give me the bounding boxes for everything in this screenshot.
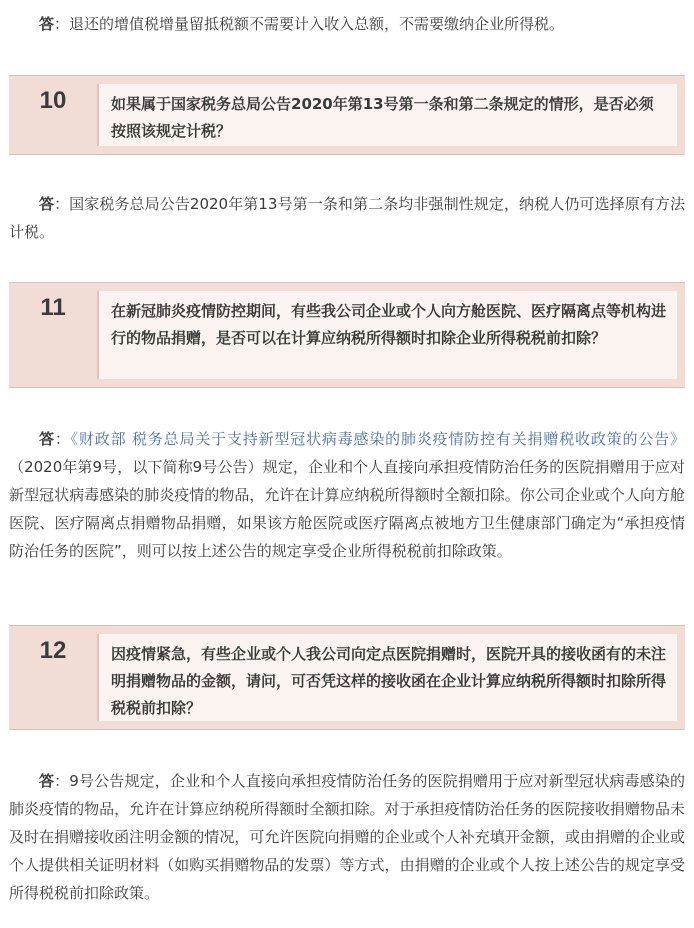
question-12-number: 12 — [39, 637, 67, 664]
question-12-box — [9, 625, 685, 730]
question-11-number: 11 — [40, 294, 66, 321]
question-11-box — [9, 282, 685, 388]
answer-9 — [9, 10, 685, 38]
answer-12-text: ：9号公告规定，企业和个人直接向承担疫情防治任务的医院捐赠用于应对新型冠状病毒感染的肺炎疫情的物品，允许在计算应纳税所得额时全额扣除。对于承担疫情防治任务的医院接收捐赠物品未及时在捐赠接收函注明金额的情况，可允许医院向捐赠的企业或个人补充填开金额，或由捐赠的企业或个人提供相关证明材料（如购买捐赠物品的发票）等方式，由捐赠的企业或个人按上述公告的规定享受所得税税前扣除政策。 — [9, 772, 685, 902]
answer-10 — [9, 190, 685, 246]
answer-label: 答 — [39, 430, 55, 448]
question-10-text: 如果属于国家税务总局公告2020年第13号第一条和第二条规定的情形，是否必须按照该规定计税？ — [97, 84, 677, 146]
answer-11-text: （2020年第9号，以下简称9号公告）规定，企业和个人直接向承担疫情防治任务的医院捐赠用于应对新型冠状病毒感染的肺炎疫情的物品，允许在计算应纳税所得额时全额扣除。你公司企业或个人向方舱医院、医疗隔离点捐赠物品捐赠，如果该方舱医院或医疗隔离点被地方卫生健康部门确定为“承担疫情防治任务的医院”，则可以按上述公告的规定享受企业所得税税前扣除政策。 — [9, 458, 685, 560]
answer-12 — [9, 767, 685, 907]
answer-label: 答 — [39, 15, 55, 33]
answer-label: 答 — [39, 195, 55, 213]
question-10-number: 10 — [39, 87, 67, 114]
answer-9-text: ：退还的增值税增量留抵税额不需要计入收入总额，不需要缴纳企业所得税。 — [54, 15, 565, 33]
answer-label: 答 — [39, 772, 55, 790]
answer-11 — [9, 425, 685, 565]
answer-10-text: ：国家税务总局公告2020年第13号第一条和第二条均非强制性规定，纳税人仍可选择原有方法计税。 — [9, 195, 685, 241]
question-12-text: 因疫情紧急，有些企业或个人我公司向定点医院捐赠时，医院开具的接收函有的未注明捐赠物品的金额，请问，可否凭这样的接收函在企业计算应纳税所得额时扣除所得税税前扣除？ — [97, 634, 677, 721]
policy-link[interactable]: 《财政部 税务总局关于支持新型冠状病毒感染的肺炎疫情防控有关捐赠税收政策的公告》 — [70, 430, 685, 448]
question-10-box — [9, 75, 685, 155]
answer-11-prefix: ： — [54, 430, 71, 448]
question-11-text: 在新冠肺炎疫情防控期间，有些我公司企业或个人向方舱医院、医疗隔离点等机构进行的物品捐赠，是否可以在计算应纳税所得额时扣除企业所得税税前扣除？ — [97, 291, 677, 379]
